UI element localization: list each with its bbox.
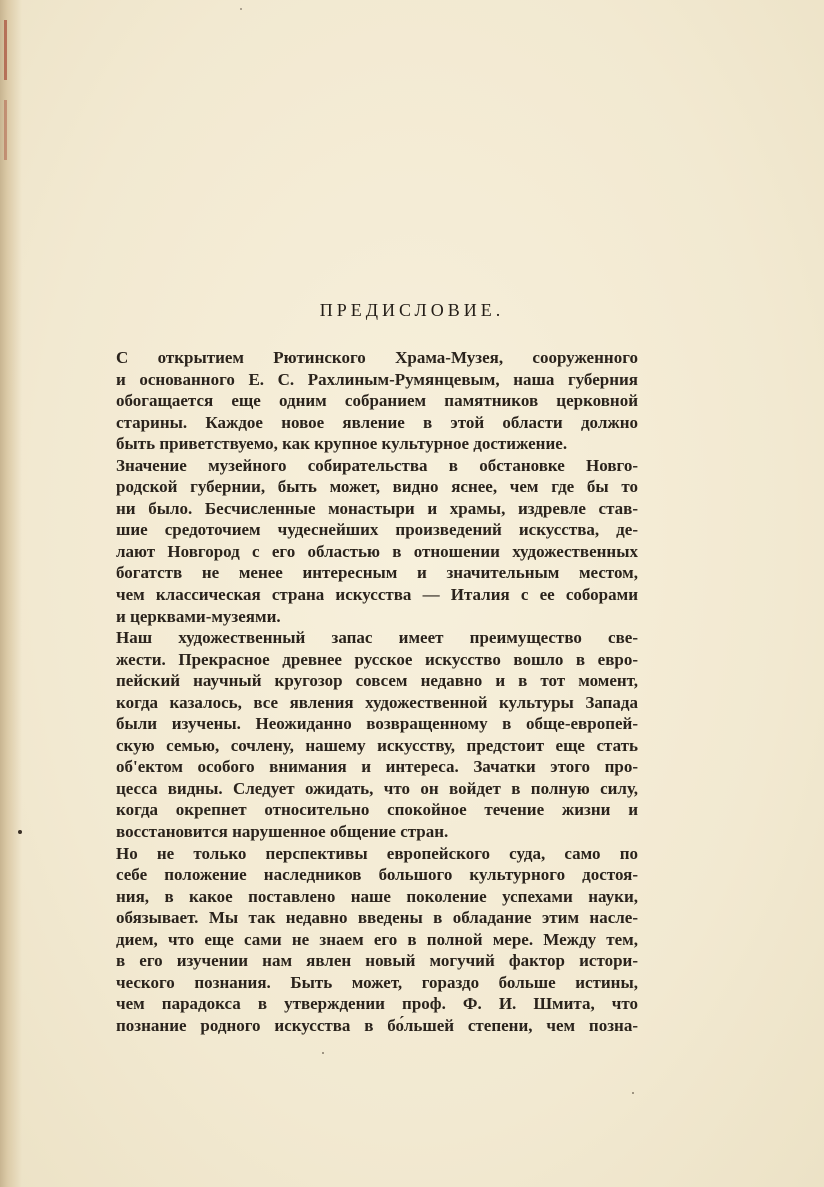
page-title: ПРЕДИСЛОВИЕ. xyxy=(319,300,505,320)
paper-speck xyxy=(322,1052,324,1054)
text-line: были изучены. Неожиданно возвращенному в обще-европей- xyxy=(116,714,638,734)
text-line: когда окрепнет относительно спокойное течение жизни и xyxy=(116,800,638,820)
text-line: С открытием Рютинского Храма-Музея, сооруженного xyxy=(116,348,638,367)
text-line: восстановится нарушенное общение стран. xyxy=(116,822,449,842)
text-line: чем классическая страна искусства — Италия с ее соборами xyxy=(116,585,638,605)
text-line: лают Новгород с его областью в отношении художественных xyxy=(116,541,638,561)
text-line: пейский научный кругозор совсем недавно и в тот момент, xyxy=(116,671,638,691)
text-line: обязывает. Мы так недавно введены в обладание этим насле- xyxy=(116,908,638,928)
text-line: ческого познания. Быть может, гораздо больше истины, xyxy=(116,972,638,992)
paper-speck xyxy=(632,1092,634,1094)
text-line: и основанного Е. С. Рахлиным-Румянцевым, наша губерния xyxy=(116,369,638,389)
text-line: дием, что еще сами не знаем его в полной мере. Между тем, xyxy=(116,929,638,949)
text-line: и церквами-музеями. xyxy=(116,606,281,626)
text-line: когда казалось, все явления художественной культуры Запада xyxy=(116,692,638,712)
page-edge-shadow xyxy=(0,0,22,1187)
text-line: старины. Каждое новое явление в этой области должно xyxy=(116,412,638,432)
text-line: Но не только перспективы европейского суда, само по xyxy=(116,843,638,863)
text-line: скую семью, сочлену, нашему искусству, предстоит еще стать xyxy=(116,735,638,755)
text-line: ни было. Бесчисленные монастыри и храмы, издревле став- xyxy=(116,498,638,518)
text-line: богатств не менее интересным и значительным местом, xyxy=(116,563,638,583)
text-line: в его изучении нам явлен новый могучий фактор истори- xyxy=(116,951,638,971)
text-line: Значение музейного собирательства в обстановке Новго- xyxy=(116,455,638,475)
text-line: чем парадокса в утверждении проф. Ф. И. Шмита, что xyxy=(116,994,638,1014)
text-line: обогащается еще одним собранием памятников церковной xyxy=(116,391,638,411)
text-line: жести. Прекрасное древнее русское искусство вошло в евро- xyxy=(116,649,638,669)
text-line: цесса видны. Следует ожидать, что он войдет в полную силу, xyxy=(116,778,638,798)
text-line: познание родного искусства в бо́льшей степени, чем позна- xyxy=(116,1015,638,1035)
text-line: родской губернии, быть может, видно яснее, чем где бы то xyxy=(116,477,638,497)
text-line: Наш художественный запас имеет преимущество све- xyxy=(116,628,638,648)
body-text xyxy=(116,347,638,1037)
page-edge-mark xyxy=(4,100,7,160)
text-line: себе положение наследников большого культурного достоя- xyxy=(116,865,638,885)
text-line: ния, в какое поставлено наше поколение успехами науки, xyxy=(116,886,638,906)
text-line: об'ектом особого внимания и интереса. Зачатки этого про- xyxy=(116,757,638,777)
page-edge-mark xyxy=(4,20,7,80)
paper-speck xyxy=(240,8,242,10)
text-line: быть приветствуемо, как крупное культурное достижение. xyxy=(116,434,568,454)
paper-speck xyxy=(18,830,22,834)
text-line: шие средоточием чудеснейших произведений искусства, де- xyxy=(116,520,638,540)
